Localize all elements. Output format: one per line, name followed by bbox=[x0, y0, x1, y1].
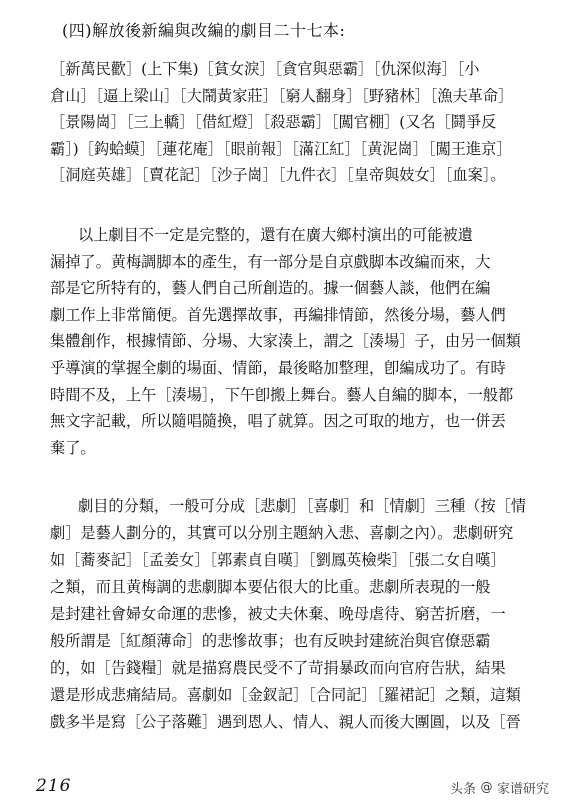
repertoire-line: 霸］)［鈎蛤蟆］［蓮花庵］［眼前報］［滿江紅］［黄泥崗］［闖王進京］ bbox=[50, 139, 512, 158]
text-line: 劇］是藝人劃分的，其實可以分別主題納入悲、喜劇之內）。悲劇研究 bbox=[50, 524, 514, 542]
watermark-account: 家谱研究 bbox=[496, 782, 549, 797]
page-number: 216 bbox=[36, 776, 72, 796]
text-line: 集體創作，根據情節、分場、大家湊上，謂之［湊場］子，由另一個類 bbox=[50, 332, 521, 351]
text-line: 無文字記載，所以隨唱隨換，唱了就算。因之可取的地方，也一併丟 bbox=[50, 412, 506, 431]
repertoire-line: ［景陽崗］［三上轎］［借紅燈］［殺惡霸］［闖官棚］(又名［鬪爭反 bbox=[50, 113, 497, 132]
section-heading: (四)解放後新編與改編的劇目二十七本: bbox=[62, 21, 346, 40]
text-line: 以上劇目不一定是完整的，還有在廣大鄉村演出的可能被遺 bbox=[78, 226, 473, 244]
text-line: 部是它所特有的，藝人們自己所創造的。據一個藝人談，他們在編 bbox=[50, 279, 491, 298]
at-sign-icon: @ bbox=[480, 780, 493, 794]
repertoire-list bbox=[50, 56, 550, 189]
text-line: 漏掉了。黄梅調脚本的產生，有一部分是自京戲脚本改編而來，大 bbox=[50, 252, 491, 271]
watermark-prefix: 头条 bbox=[449, 782, 476, 797]
paragraph-origin bbox=[50, 222, 550, 461]
text-line: 是封建社會婦女命運的悲慘，被丈夫休棄、晚母虐待、窮苦折磨，一 bbox=[50, 605, 506, 623]
repertoire-line: ［新萬民歡］(上下集)［貧女淚］［貪官與惡霸］［仇深似海］［小 bbox=[50, 60, 480, 78]
repertoire-line: ［洞庭英雄］［賣花記］［沙子崗］［九件衣］［皇帝與妓女］［血案］。 bbox=[50, 166, 506, 185]
watermark bbox=[450, 778, 549, 797]
text-line: 還是形成悲痛結局。喜劇如［金釵記］［合同記］［羅裙記］之類，這類 bbox=[50, 686, 521, 704]
text-line: 的，如［告錢糧］就是描寫農民受不了苛捐暴政而向官府告狀，結果 bbox=[50, 659, 506, 677]
text-line: 如［蕎麥記］［孟姜女］［郭素貞自嘆］［劉鳳英檢柴］［張二女自嘆］ bbox=[50, 551, 506, 569]
paragraph-classification bbox=[50, 493, 550, 736]
text-line: 劇目的分類，一般可分成［悲劇］［喜劇］和［情劇］三種（按［情 bbox=[78, 497, 527, 515]
text-line: 乎導演的掌握全劇的場面、情節，最後略加整理，卽編成功了。有時 bbox=[50, 358, 506, 377]
text-line: 般所謂是［紅顏薄命］的悲慘故事；也有反映封建統治與官僚惡霸 bbox=[50, 632, 491, 650]
repertoire-line: 倉山］［逼上梁山］［大鬧黃家莊］［窮人翻身］［野豬林］［漁夫革命］ bbox=[50, 86, 514, 105]
text-line: 劇工作上非常簡便。首先選擇故事，再編排情節，然後分場，藝人們 bbox=[50, 305, 506, 324]
text-line: 戲多半是寫［公子落難］遇到恩人、情人、親人而後大團圓，以及［晉 bbox=[50, 713, 521, 731]
text-line: 之類，而且黄梅調的悲劇脚本要佔很大的比重。悲劇所表現的一般 bbox=[50, 578, 491, 596]
text-line: 棄了。 bbox=[50, 438, 96, 457]
text-line: 時間不及，上午［湊場］，下午卽搬上舞台。藝人自編的脚本，一般都 bbox=[50, 385, 514, 404]
